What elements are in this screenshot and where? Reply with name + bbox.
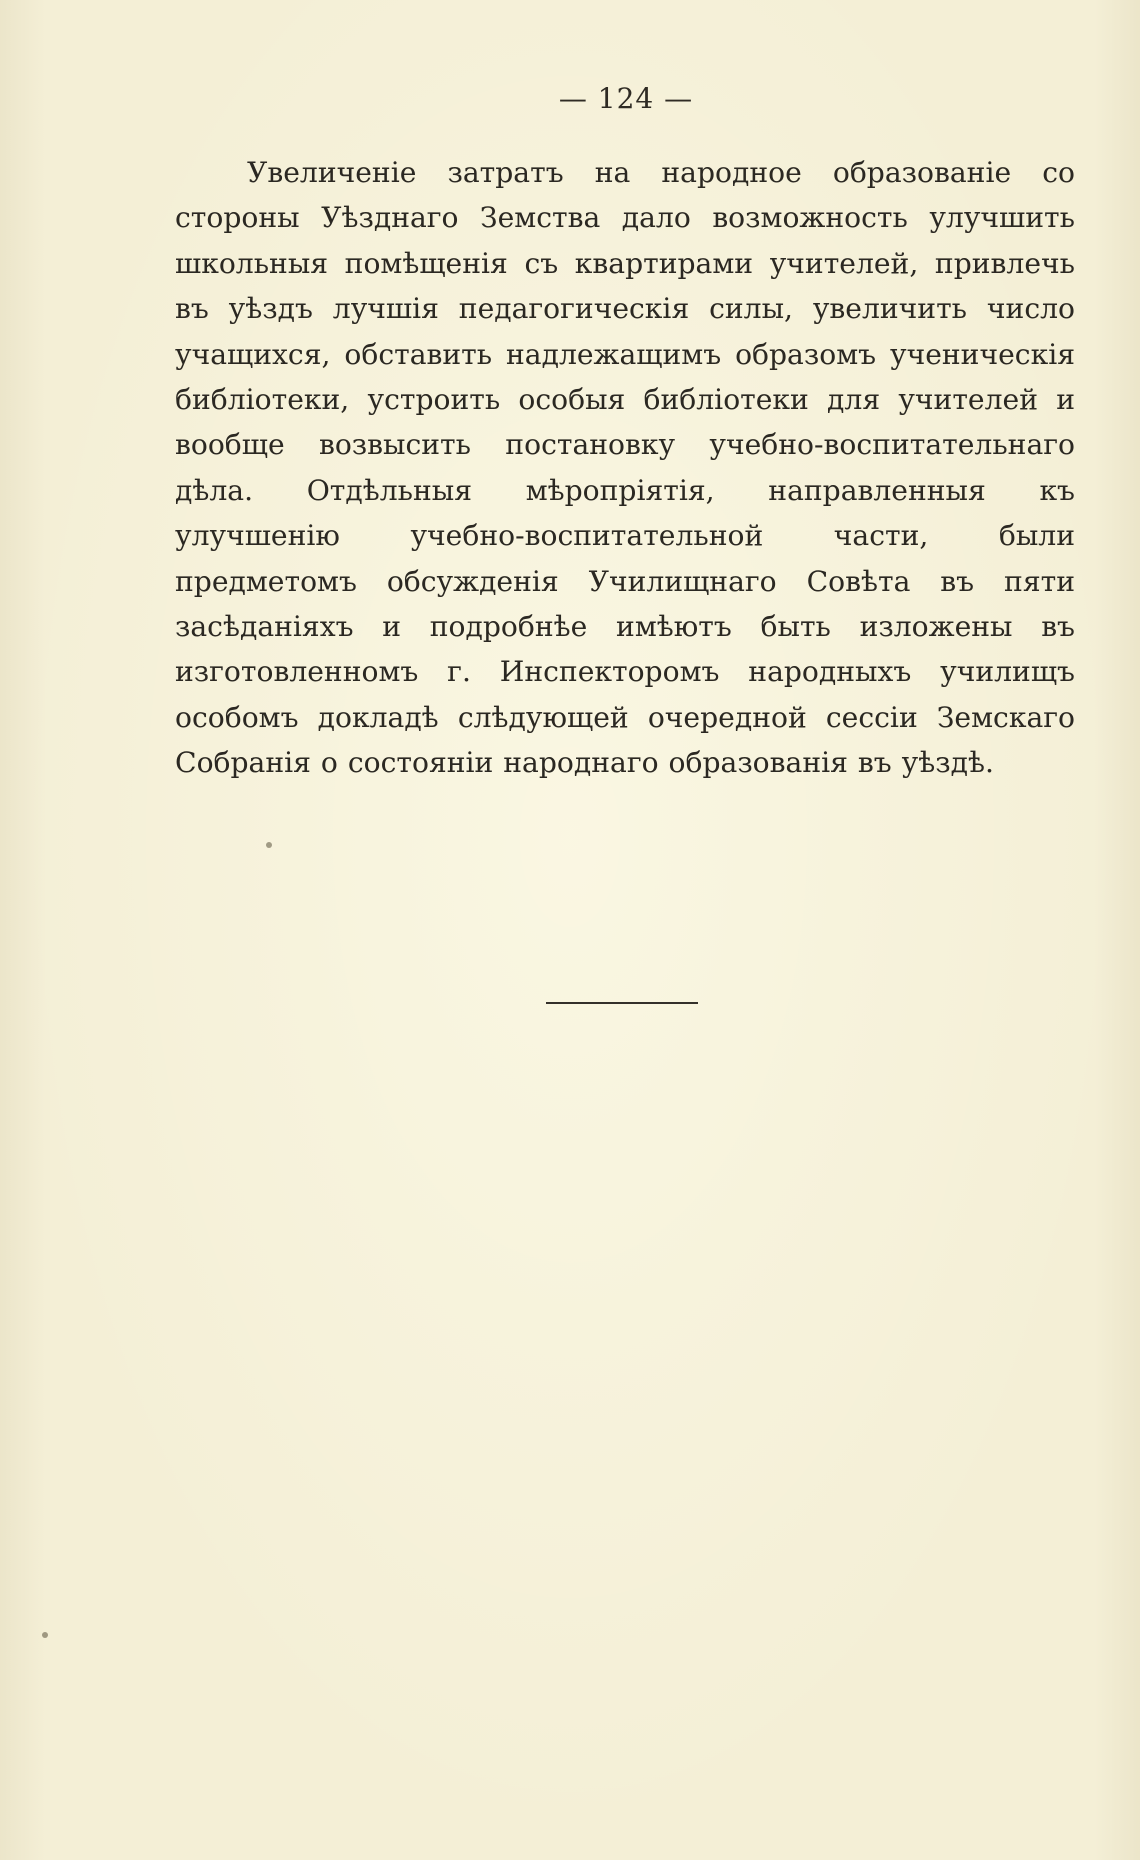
page-number: — 124 — bbox=[558, 82, 694, 115]
body-text bbox=[175, 150, 1075, 786]
paragraph: Увеличенiе затратъ на народное образованiе со стороны Уѣзднаго Земства дало возможность улучшить школьныя помѣщенiя съ квартирами учителей, привлечь въ уѣздъ лучшiя педагогическiя силы, увеличить число учащихся, обставить надлежащимъ образомъ ученическiя библiотеки, устроить особыя библiотеки для учителей и вообще возвысить постановку учебно-воспитательнаго дѣла. Отдѣльныя мѣропрiятiя, направленныя къ улучшенiю учебно-воспитательной части, были предметомъ обсужденiя Училищнаго Совѣта въ пяти засѣданiяхъ и подробнѣе имѣютъ быть изложены въ изготовленномъ г. Инспекторомъ народныхъ училищъ особомъ докладѣ слѣдующей очередной сессiи Земскаго Собранiя о состоянiи народнаго образованiя въ уѣздѣ. bbox=[175, 156, 1075, 780]
paper-speck bbox=[42, 1632, 48, 1638]
paper-speck bbox=[266, 842, 272, 848]
section-divider bbox=[546, 1002, 698, 1004]
